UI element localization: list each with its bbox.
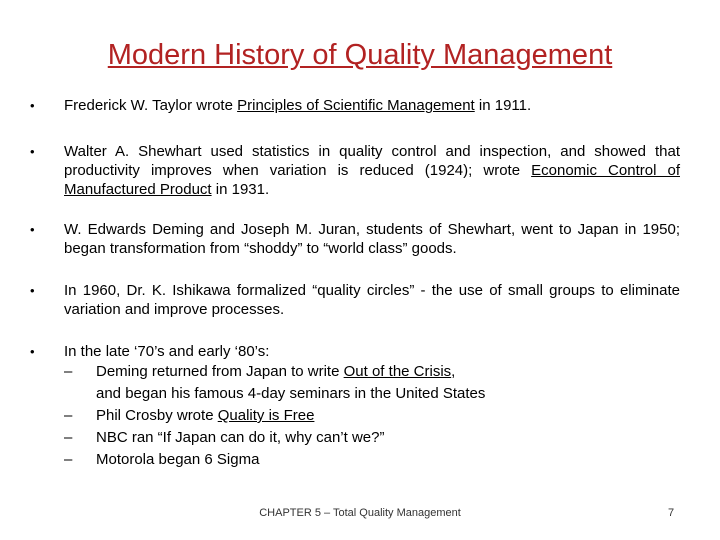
bullet-late-70s-80s (30, 342, 680, 471)
book-title: Economic Control of Manufactured Product (64, 162, 680, 198)
bullet-icon: • (30, 222, 35, 237)
sub-text: Phil Crosby wrote (96, 407, 218, 424)
bullet-shewhart (30, 142, 680, 199)
dash-icon: – (64, 363, 73, 380)
book-title: Out of the Crisis (343, 363, 452, 380)
bullet-text: In the late ‘70’s and early ‘80’s: (64, 343, 270, 360)
footer-chapter: CHAPTER 5 – Total Quality Management (259, 507, 461, 519)
sub-list (64, 361, 680, 471)
sub-item-deming (64, 361, 680, 383)
bullet-taylor (30, 96, 680, 115)
slide-title: Modern History of Quality Management (107, 39, 613, 71)
bullet-text: W. Edwards Deming and Joseph M. Juran, students of Shewhart, went to Japan in 1950; began transformation from “shoddy” to “world class” goods. (64, 221, 680, 257)
bullet-text: in 1931. (211, 181, 270, 198)
sub-text: Motorola began 6 Sigma (96, 451, 260, 468)
book-title: Quality is Free (217, 407, 315, 424)
bullet-text: Walter A. Shewhart used statistics in quality control and inspection, and showed that productivity improves when variation is reduced (1924); wrote (64, 143, 680, 179)
bullet-icon: • (30, 98, 35, 113)
bullet-icon: • (30, 283, 35, 298)
sub-text: , (451, 363, 456, 380)
dash-icon: – (64, 407, 73, 424)
bullet-text: Frederick W. Taylor wrote (64, 97, 238, 114)
bullet-ishikawa (30, 281, 680, 319)
book-title: Principles of Scientific Management (237, 97, 475, 114)
dash-icon: – (64, 451, 73, 468)
bullet-text: In 1960, Dr. K. Ishikawa formalized “quality circles” - the use of small groups to eliminate variation and improve processes. (64, 282, 680, 318)
sub-item-nbc (64, 427, 680, 449)
page-number: 7 (668, 507, 675, 519)
bullet-text: in 1911. (474, 97, 532, 114)
dash-icon: – (64, 429, 73, 446)
sub-text: NBC ran “If Japan can do it, why can’t we?” (96, 429, 385, 446)
bullet-deming-juran (30, 220, 680, 258)
sub-item-motorola (64, 449, 680, 471)
sub-item-deming-continued: and began his famous 4-day seminars in the United States (96, 385, 486, 402)
bullet-icon: • (30, 344, 35, 359)
bullet-icon: • (30, 144, 35, 159)
sub-item-crosby (64, 405, 680, 427)
sub-text: Deming returned from Japan to write (96, 363, 344, 380)
